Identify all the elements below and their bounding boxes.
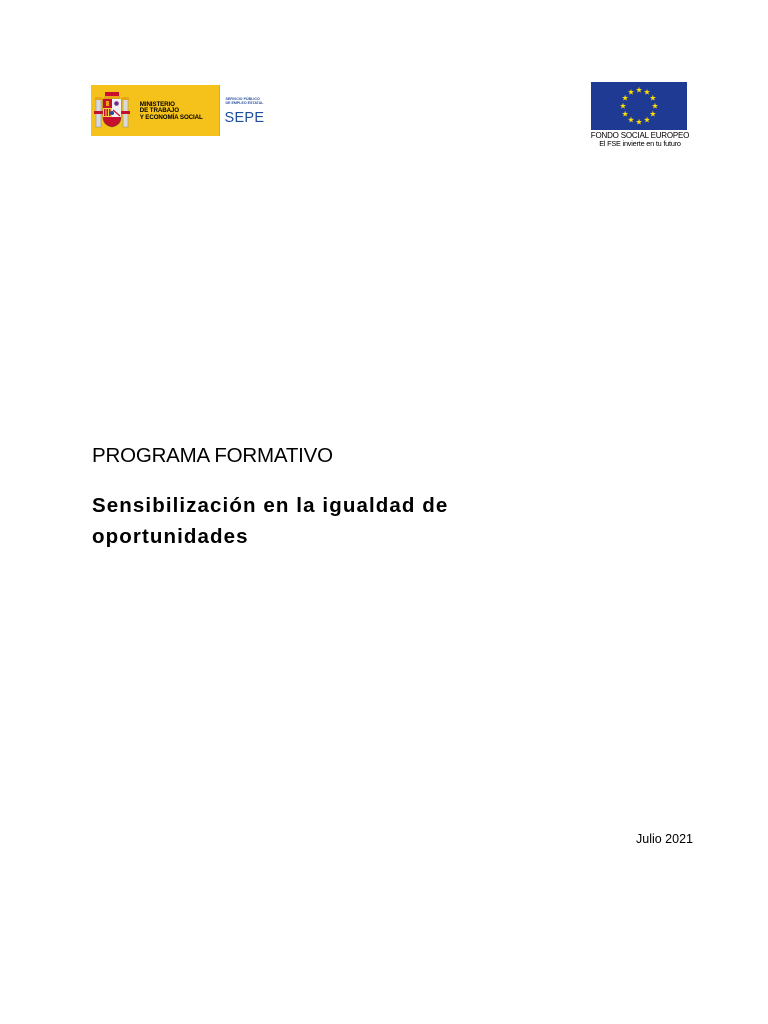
sepe-acronym: SEPE — [224, 110, 265, 126]
ministry-line-2: DE TRABAJO — [139, 107, 179, 115]
sepe-full-name — [225, 97, 271, 105]
eu-flag-icon — [591, 82, 687, 130]
eu-fund-slogan: El FSE invierte en tu futuro — [599, 139, 681, 148]
ministry-line-1: MINISTERIO — [139, 101, 175, 108]
eu-star-icon — [636, 87, 642, 93]
eu-star-icon — [628, 117, 634, 123]
eu-star-icon — [622, 111, 628, 117]
sepe-small-line-1: SERVICIO PÚBLICO — [225, 97, 260, 101]
eu-star-icon — [628, 89, 634, 95]
eu-star-icon — [636, 119, 642, 125]
eu-fund-title: FONDO SOCIAL EUROPEO — [590, 131, 690, 140]
sepe-small-line-2: DE EMPLEO ESTATAL — [225, 101, 264, 105]
ministry-name — [134, 85, 220, 136]
eu-star-icon — [652, 103, 658, 109]
program-label: PROGRAMA FORMATIVO — [92, 444, 333, 467]
sepe-logo — [219, 85, 271, 136]
eu-star-icon — [622, 95, 628, 101]
ministry-sepe-logo — [91, 85, 271, 136]
coat-of-arms-icon — [91, 85, 134, 136]
eu-star-icon — [650, 95, 656, 101]
course-title: Sensibilización en la igualdad de oportunidades — [92, 494, 449, 548]
ministry-line-3: Y ECONOMÍA SOCIAL — [139, 113, 203, 121]
document-date: Julio 2021 — [636, 832, 693, 846]
eu-star-icon — [644, 117, 650, 123]
eu-star-icon — [650, 111, 656, 117]
eu-star-icon — [644, 89, 650, 95]
eu-star-icon — [620, 103, 626, 109]
